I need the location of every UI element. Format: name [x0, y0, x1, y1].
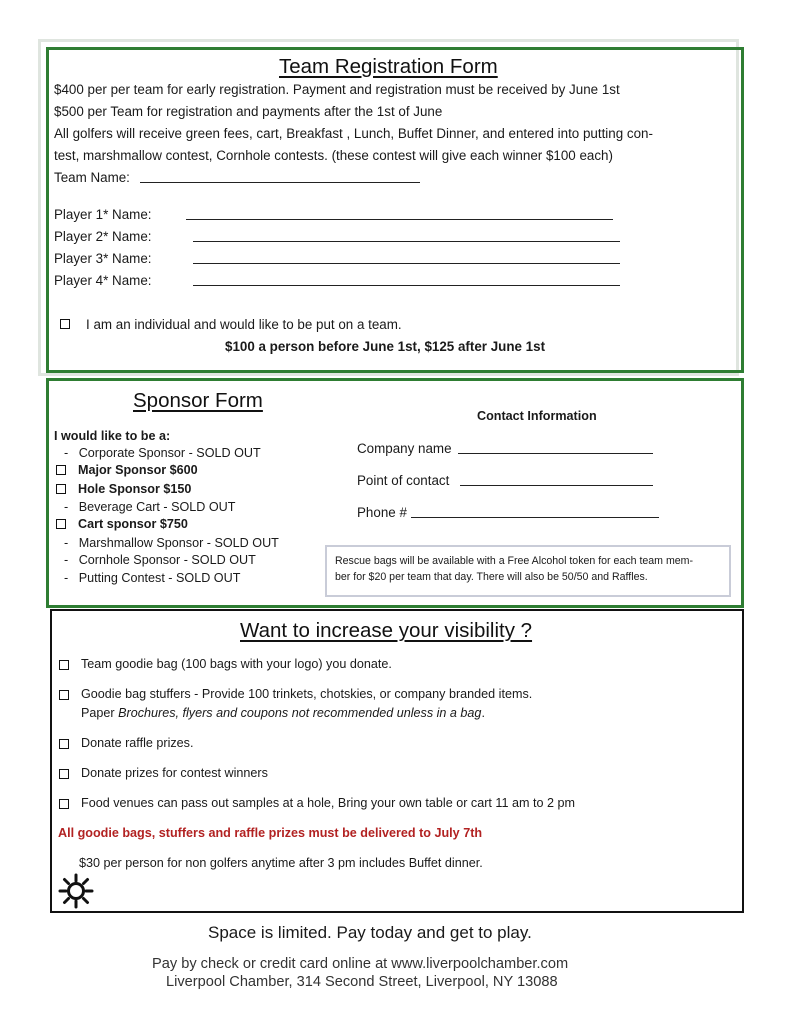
sponsor-item-cart: Cart sponsor $750	[78, 517, 188, 531]
sponsor-intro: I would like to be a:	[54, 429, 171, 443]
phone-label: Phone #	[357, 505, 407, 520]
cart-sponsor-checkbox[interactable]	[56, 519, 66, 529]
hole-sponsor-checkbox[interactable]	[56, 484, 66, 494]
raffle-prizes-option: Donate raffle prizes.	[81, 736, 194, 750]
player-3-label: Player 3* Name:	[54, 251, 152, 266]
included-items-text: All golfers will receive green fees, cart, Breakfast , Lunch, Buffet Dinner, and entered into putting con-	[54, 126, 653, 141]
individual-label: I am an individual and would like to be put on a team.	[86, 317, 402, 332]
delivery-deadline: All goodie bags, stuffers and raffle prizes must be delivered to July 7th	[58, 826, 483, 840]
player-2-name-field[interactable]	[193, 229, 620, 242]
late-registration-text: $500 per Team for registration and payments after the 1st of June	[54, 104, 443, 119]
company-name-field[interactable]	[458, 441, 653, 454]
player-3-name-field[interactable]	[193, 251, 620, 264]
contact-info-title: Contact Information	[477, 409, 597, 423]
sponsor-item-major: Major Sponsor $600	[78, 463, 198, 477]
sponsor-form-title: Sponsor Form	[133, 389, 263, 412]
sponsor-item-beverage: - Beverage Cart - SOLD OUT	[64, 500, 236, 514]
point-of-contact-field[interactable]	[460, 473, 653, 486]
sponsor-item-label: Beverage Cart - SOLD OUT	[78, 500, 236, 514]
sponsor-item-putting: - Putting Contest - SOLD OUT	[64, 571, 241, 585]
sponsor-item-marshmallow: - Marshmallow Sponsor - SOLD OUT	[64, 536, 279, 550]
team-form-title: Team Registration Form	[279, 55, 498, 78]
food-venues-checkbox[interactable]	[59, 799, 69, 809]
stuffers-note-prefix: Paper	[81, 706, 119, 720]
player-4-name-field[interactable]	[193, 273, 620, 286]
sponsor-item-cornhole: - Cornhole Sponsor - SOLD OUT	[64, 553, 256, 567]
sponsor-item-hole: Hole Sponsor $150	[78, 482, 192, 496]
early-registration-text: $400 per per team for early registration. Payment and registration must be received by June 1st	[54, 82, 620, 97]
footer-pay-line: Pay by check or credit card online at www.liverpoolchamber.com	[152, 956, 569, 972]
sponsor-item-corporate: - Corporate Sponsor - SOLD OUT	[64, 446, 261, 460]
visibility-title: Want to increase your visibility ?	[240, 619, 533, 642]
sponsor-item-label: Cornhole Sponsor - SOLD OUT	[78, 553, 256, 567]
major-sponsor-checkbox[interactable]	[56, 465, 66, 475]
team-name-label: Team Name:	[54, 170, 130, 185]
contest-prizes-option: Donate prizes for contest winners	[81, 766, 268, 780]
footer-address: Liverpool Chamber, 314 Second Street, Liverpool, NY 13088	[166, 974, 558, 990]
stuffers-note-end: .	[481, 706, 485, 720]
sponsor-item-label: Marshmallow Sponsor - SOLD OUT	[78, 536, 279, 550]
point-of-contact-label: Point of contact	[357, 473, 450, 488]
raffle-prizes-checkbox[interactable]	[59, 739, 69, 749]
individual-checkbox[interactable]	[60, 319, 70, 329]
sun-icon	[58, 873, 94, 909]
non-golfers-price: $30 per person for non golfers anytime after 3 pm includes Buffet dinner.	[79, 856, 483, 870]
rescue-bags-note-line-2: ber for $20 per team that day. There will also be 50/50 and Raffles.	[335, 571, 648, 583]
player-1-label: Player 1* Name:	[54, 207, 152, 222]
goodie-stuffers-option: Goodie bag stuffers - Provide 100 trinkets, chotskies, or company branded items.	[81, 687, 533, 701]
contests-text: test, marshmallow contest, Cornhole contests. (these contest will give each winner $100 each)	[54, 148, 613, 163]
rescue-bags-note-line-1: Rescue bags will be available with a Free Alcohol token for each team mem-	[335, 555, 694, 567]
rescue-bags-note	[325, 545, 731, 597]
goodie-bag-checkbox[interactable]	[59, 660, 69, 670]
stuffers-note-italic: Brochures, flyers and coupons not recommended unless in a bag	[118, 706, 482, 720]
player-1-name-field[interactable]	[186, 207, 613, 220]
phone-field[interactable]	[411, 505, 659, 518]
goodie-bag-option: Team goodie bag (100 bags with your logo) you donate.	[81, 657, 392, 671]
sponsor-item-label: Corporate Sponsor - SOLD OUT	[78, 446, 261, 460]
stuffers-note	[81, 705, 485, 721]
player-2-label: Player 2* Name:	[54, 229, 152, 244]
company-name-label: Company name	[357, 441, 452, 456]
sponsor-item-label: Putting Contest - SOLD OUT	[78, 571, 241, 585]
individual-price: $100 a person before June 1st, $125 after June 1st	[225, 339, 546, 354]
team-name-field[interactable]	[140, 170, 420, 183]
food-venues-option: Food venues can pass out samples at a hole, Bring your own table or cart 11 am to 2 pm	[81, 796, 575, 810]
player-4-label: Player 4* Name:	[54, 273, 152, 288]
contest-prizes-checkbox[interactable]	[59, 769, 69, 779]
goodie-stuffers-checkbox[interactable]	[59, 690, 69, 700]
footer-tagline: Space is limited. Pay today and get to play.	[208, 923, 532, 942]
